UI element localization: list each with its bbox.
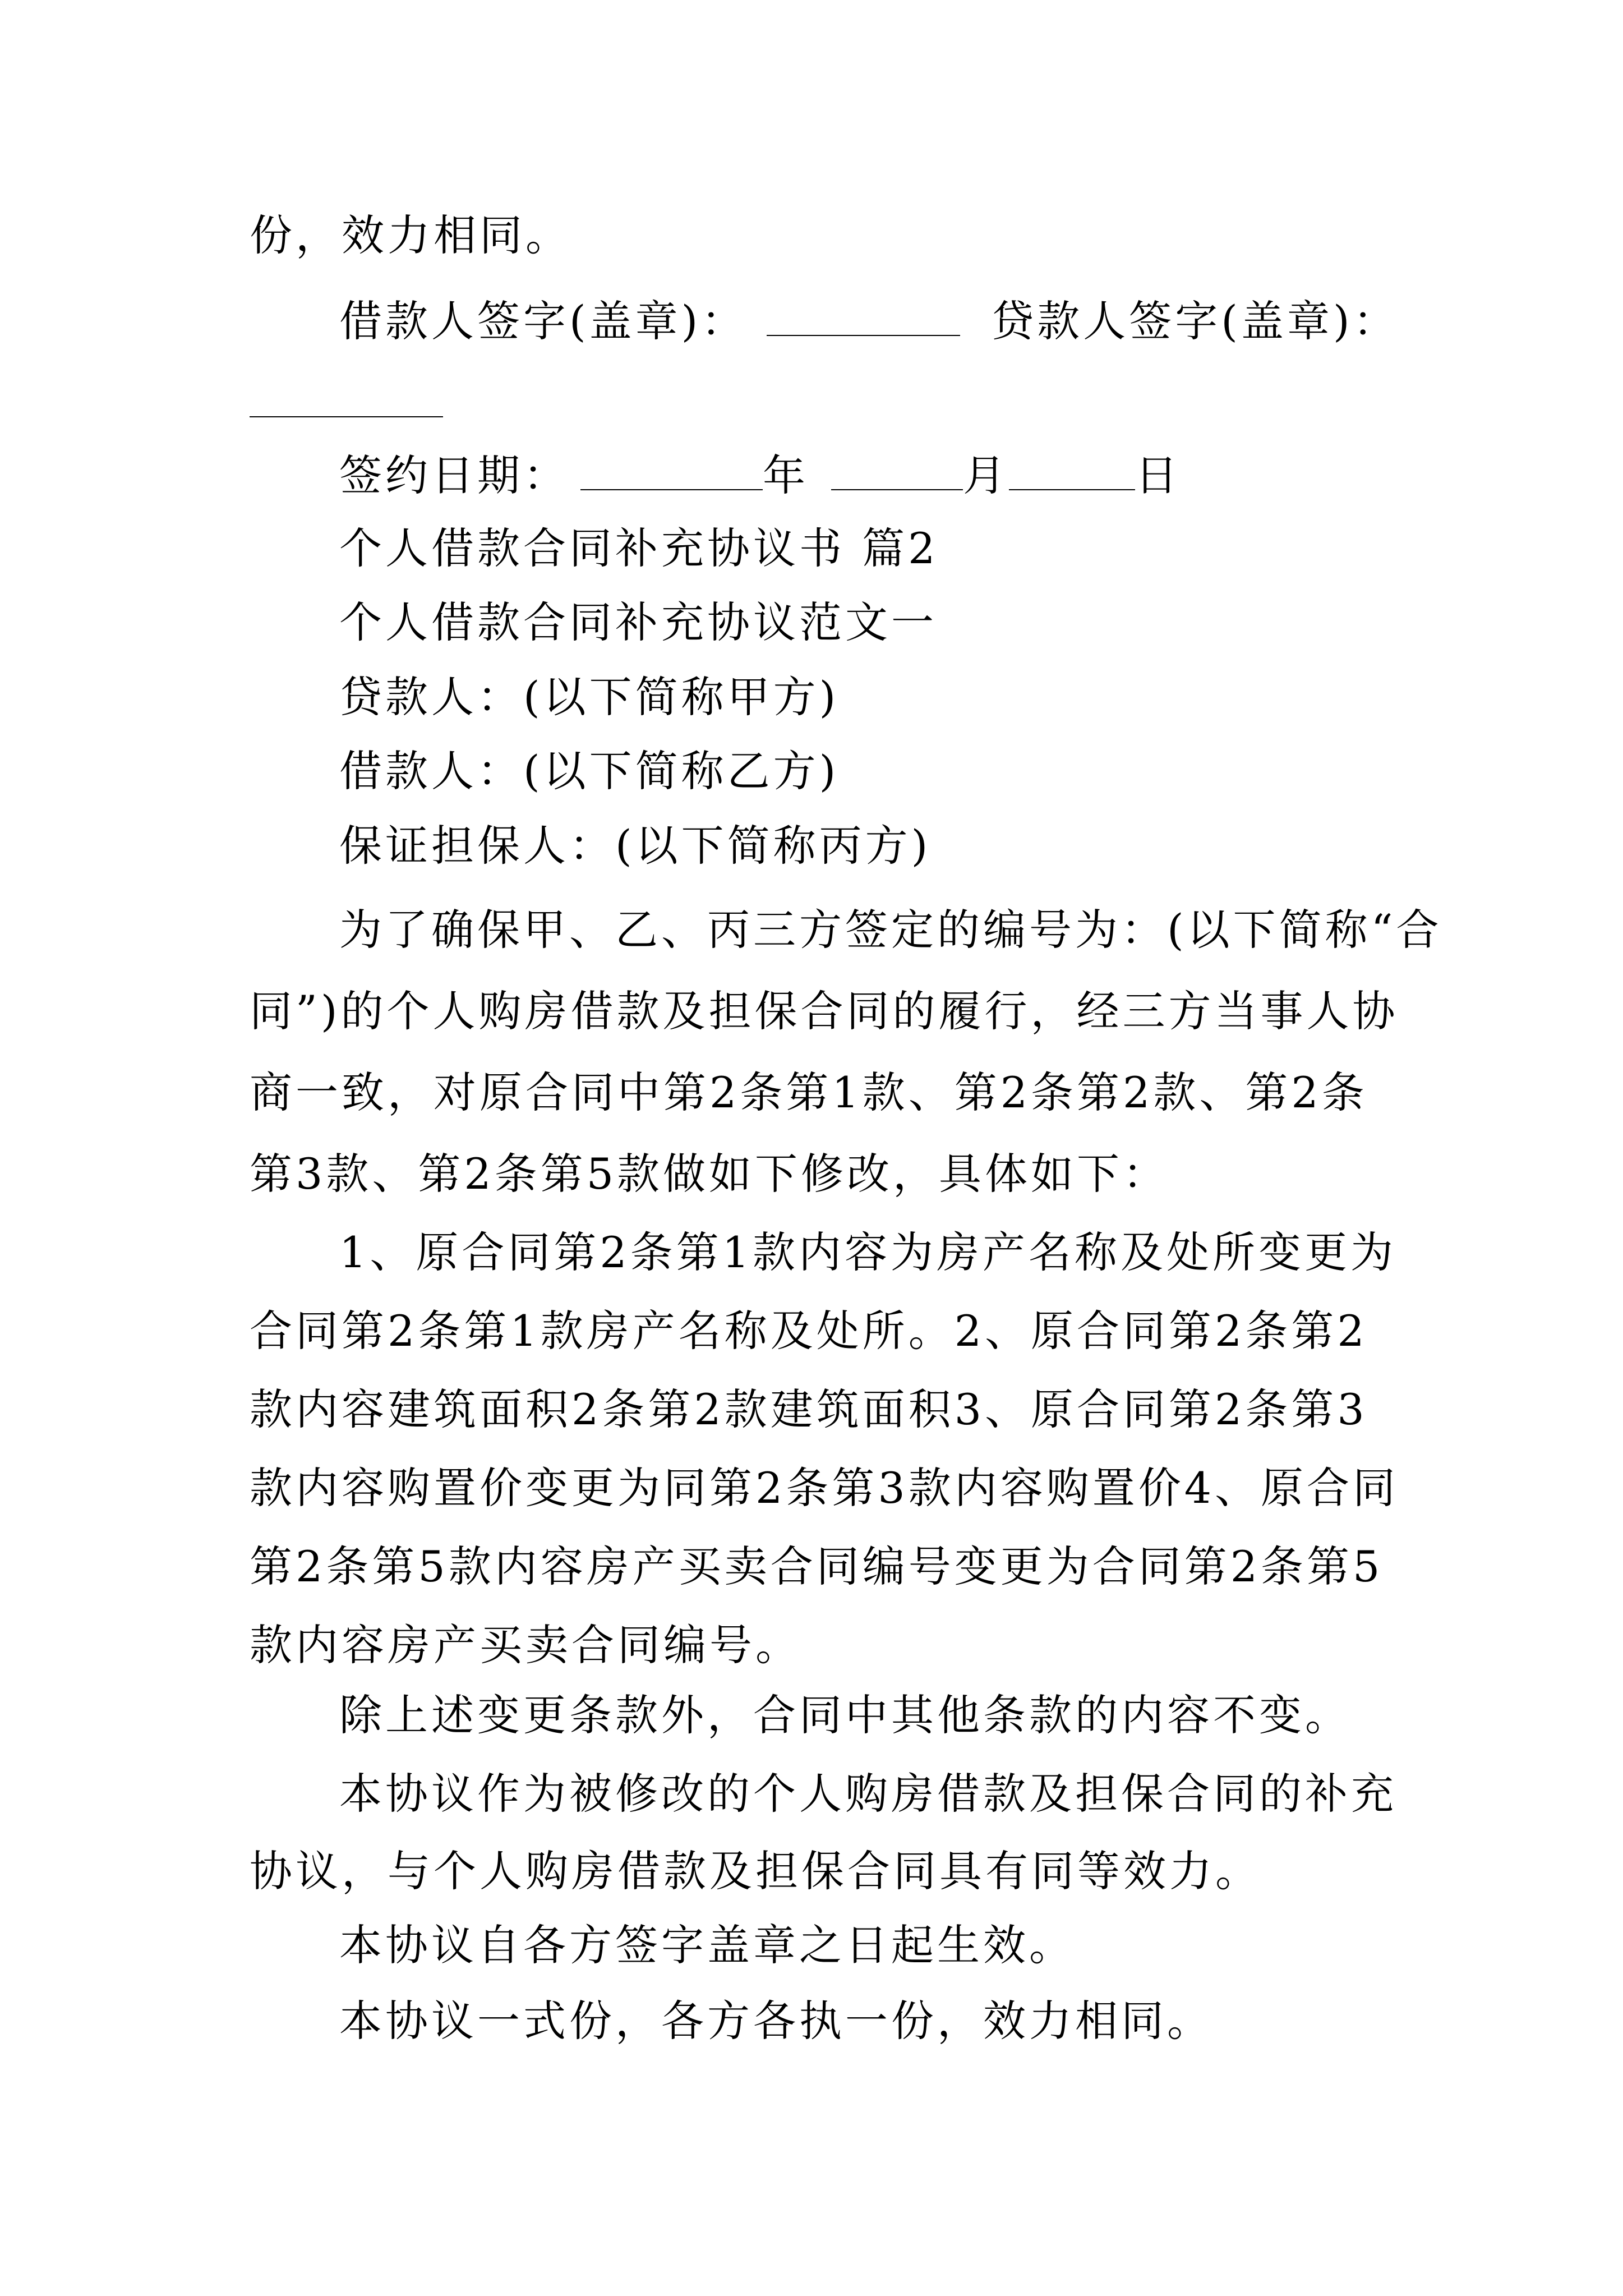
month-label: 月	[963, 450, 1009, 500]
paragraph-line: 第2条第5款内容房产买卖合同编号变更为合同第2条第5	[250, 1542, 1384, 1591]
text-line: 份，效力相同。	[250, 210, 571, 260]
year-blank	[580, 453, 763, 490]
section-heading: 个人借款合同补充协议书 篇2	[339, 523, 939, 573]
month-blank	[831, 453, 963, 490]
borrower-signature-line	[339, 295, 1399, 348]
party-guarantor: 保证担保人：(以下简称丙方)	[339, 821, 932, 871]
paragraph-line: 协议，与个人购房借款及担保合同具有同等效力。	[250, 1846, 1261, 1896]
paragraph-line: 除上述变更条款外，合同中其他条款的内容不变。	[339, 1690, 1351, 1740]
party-borrower: 借款人：(以下简称乙方)	[339, 746, 840, 796]
party-lender: 贷款人：(以下简称甲方)	[339, 672, 840, 722]
borrower-signature-blank	[767, 299, 960, 336]
signing-date-label: 签约日期：	[339, 450, 569, 500]
paragraph-line: 同”)的个人购房借款及担保合同的履行，经三方当事人协	[250, 986, 1399, 1036]
paragraph-line: 款内容购置价变更为同第2条第3款内容购置价4、原合同	[250, 1463, 1399, 1513]
paragraph-line: 第3款、第2条第5款做如下修改，具体如下：	[250, 1149, 1169, 1199]
paragraph-line: 本协议一式份，各方各执一份，效力相同。	[339, 1996, 1213, 2046]
paragraph-line: 商一致，对原合同中第2条第1款、第2条第2款、第2条	[250, 1068, 1368, 1117]
year-label: 年	[763, 450, 809, 500]
lender-signature-blank	[250, 416, 443, 417]
paragraph-line: 1、原合同第2条第1款内容为房产名称及处所变更为	[339, 1227, 1397, 1277]
lender-signature-label: 贷款人签字(盖章)：	[991, 296, 1399, 346]
subsection-heading: 个人借款合同补充协议范文一	[339, 597, 937, 647]
borrower-signature-label: 借款人签字(盖章)：	[339, 296, 748, 346]
paragraph-line: 本协议作为被修改的个人购房借款及担保合同的补充	[339, 1769, 1397, 1819]
day-label: 日	[1135, 450, 1181, 500]
paragraph-line: 款内容房产买卖合同编号。	[250, 1620, 801, 1670]
day-blank	[1009, 453, 1135, 490]
signing-date-line	[339, 449, 1181, 503]
paragraph-line: 款内容建筑面积2条第2款建筑面积3、原合同第2条第3	[250, 1384, 1368, 1434]
paragraph-line: 本协议自各方签字盖章之日起生效。	[339, 1920, 1075, 1970]
paragraph-line: 合同第2条第1款房产名称及处所。2、原合同第2条第2	[250, 1306, 1368, 1356]
paragraph-line: 为了确保甲、乙、丙三方签定的编号为：(以下简称“合	[339, 905, 1442, 955]
